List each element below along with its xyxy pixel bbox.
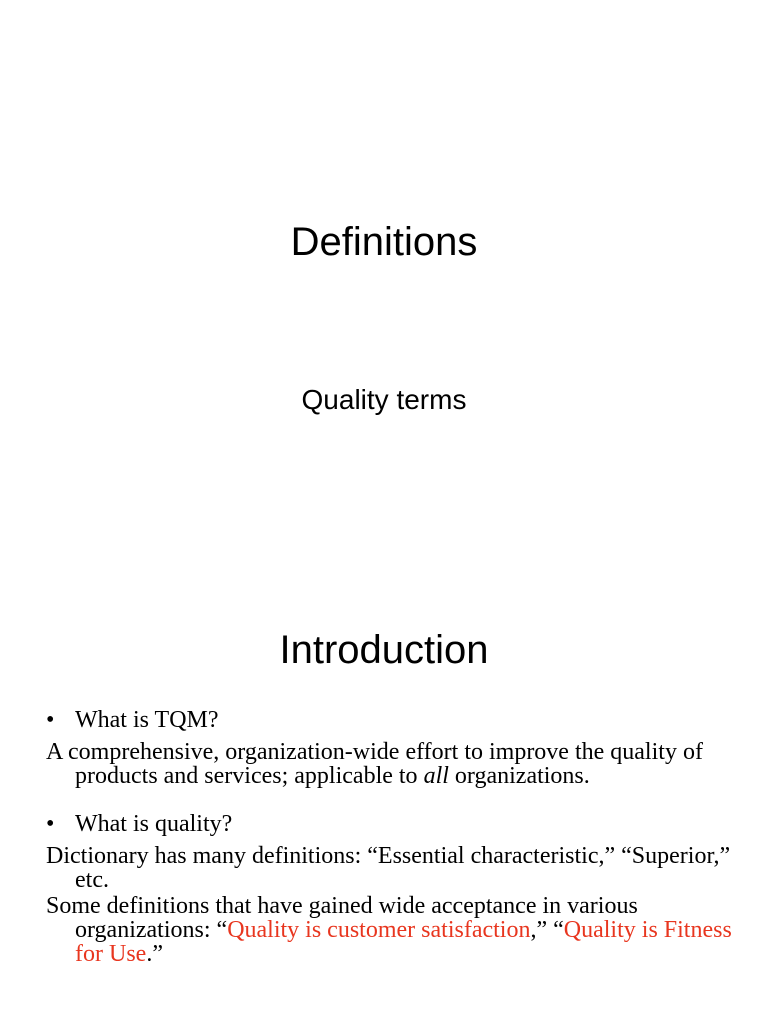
bullet-icon: • (46, 811, 55, 837)
highlighted-definition: Quality is Fitness for Use (75, 917, 732, 967)
bullet-item (46, 708, 746, 732)
paragraph-text: Some definitions that have gained wide acceptance in various organizations: “ (46, 893, 638, 943)
paragraph-quality-definitions (46, 894, 746, 966)
bullet-text: What is quality? (75, 811, 233, 837)
paragraph-text: organizations. (448, 763, 590, 789)
paragraph-text: A comprehensive, organization-wide effort to improve the quality of products and services; applicable to (46, 739, 703, 789)
paragraph-text: .” (146, 941, 163, 967)
highlighted-definition: Quality is customer satisfaction (227, 917, 531, 943)
slide-title: Introduction (279, 628, 489, 672)
slide-subtitle: Quality terms (301, 384, 467, 415)
paragraph-tqm-definition (46, 740, 746, 788)
paragraph-text: ,” “ (530, 917, 564, 943)
slide-title: Definitions (290, 220, 478, 264)
bullet-item (46, 812, 746, 836)
paragraph-dictionary: Dictionary has many definitions: “Essential characteristic,” “Superior,” etc. (46, 843, 731, 893)
emphasized-text: all (423, 763, 449, 789)
bullet-icon: • (46, 707, 55, 733)
bullet-text: What is TQM? (75, 707, 219, 733)
slide-introduction (0, 560, 768, 1024)
slide-body (46, 708, 746, 966)
